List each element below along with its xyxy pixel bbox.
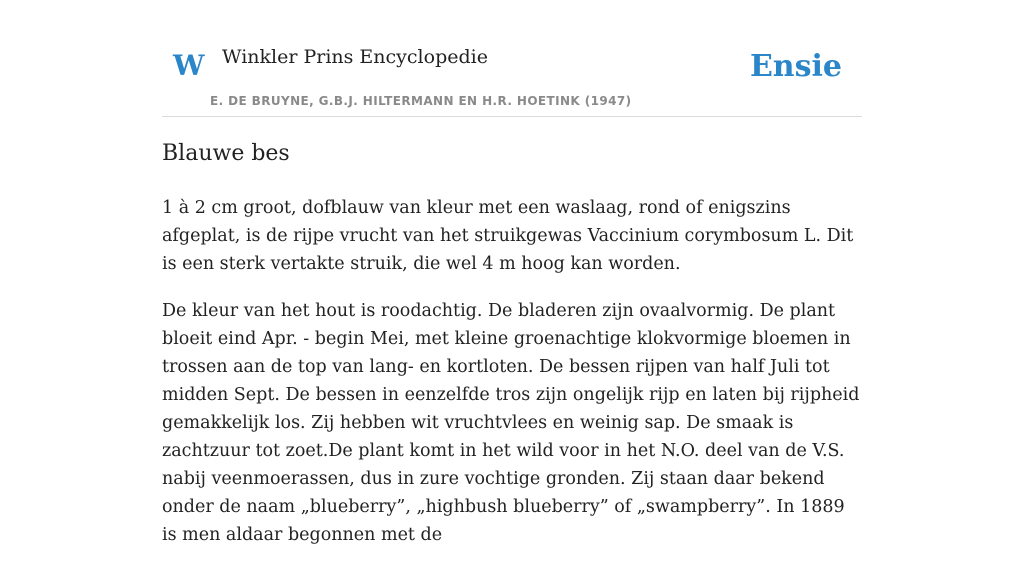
source-header — [162, 0, 862, 117]
article-content — [162, 140, 862, 568]
article-paragraph: De kleur van het hout is roodachtig. De bladeren zijn ovaalvormig. De plant bloeit eind Apr. - begin Mei, met kleine groenachtige klokvormige bloemen in trossen aan de top van lang- en kortloten. De bessen rijpen van half Juli tot midden Sept. De bessen in eenzelfde tros zijn ongelijk rijp en laten bij rijpheid gemakkelijk los. Zij hebben wit vruchtvlees en weinig sap. De smaak is zachtzuur tot zoet.De plant komt in het wild voor in het N.O. deel van de V.S. nabij veenmoerassen, dus in zure vochtige gronden. Zij staan daar bekend onder de naam „blueberry”, „highbush blueberry” of „swampberry”. In 1889 is men aldaar begonnen met de — [162, 300, 860, 545]
article-paragraph: 1 à 2 cm groot, dofblauw van kleur met een waslaag, rond of enigszins afgeplat, is de rijpe vrucht van het struikgewas Vaccinium corymbosum L. Dit is een sterk vertakte struik, die wel 4 m hoog kan worden. — [162, 197, 854, 274]
source-title[interactable]: Winkler Prins Encyclopedie — [222, 46, 488, 68]
ensie-logo[interactable]: Ensie — [749, 49, 842, 84]
winkler-prins-logo-icon[interactable]: W — [173, 49, 205, 82]
article-title: Blauwe bes — [162, 141, 290, 166]
source-authors: E. DE BRUYNE, G.B.J. HILTERMANN EN H.R. HOETINK (1947) — [210, 94, 632, 108]
